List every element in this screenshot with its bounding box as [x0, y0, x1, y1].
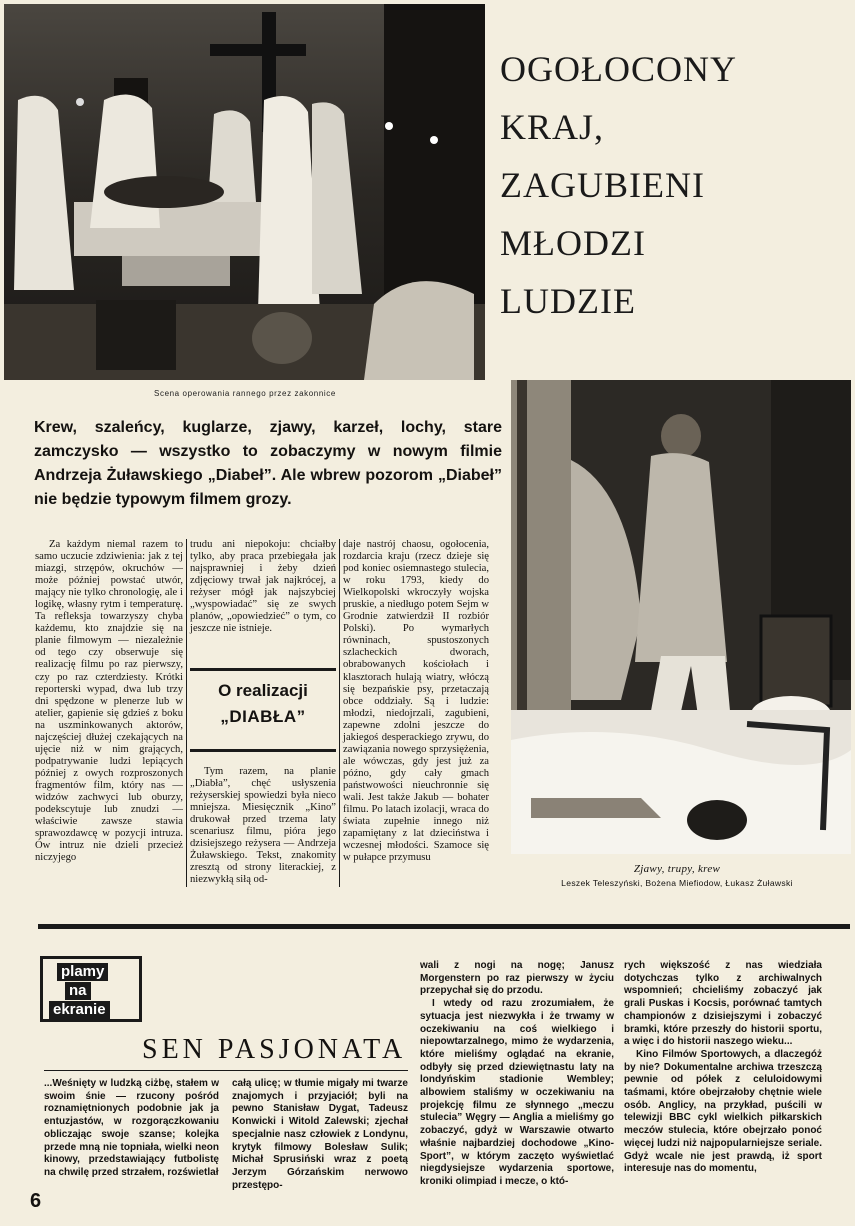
section-heading-line1: O realizacji: [218, 681, 308, 700]
column-text-1: ...Weśnięty w ludzką ciżbę, stałem w swoim śnie — rzucony pośród roznamiętnionych podobnie jak ja entuzjastów, w rozgorączkowaniu obliczając swoje szanse; kolejka przede mną nie topniała, wielki neon kinowy, przedstawiający futbolistę na chwilę przed strzałem, rozświetlał: [44, 1078, 219, 1178]
column-text: daje nastrój chaosu, ogołocenia, rozdarcia kraju (rzecz dzieje się pod koniec osiemnastego stulecia, w roku 1793, kiedy do Wielkopolski wkroczyły wojska pruskie, a niedługo potem Sejm w Grodnie zatwierdził II rozbiór Polski). Po wymarłych równinach, spustoszonych szlacheckich dworach, obrabowanych kościołach i klasztorach hulają wiatry, włóczą się bezpańskie psy, przetaczają obce oddziały. Są i ludzie: młodzi, niedojrzali, zagubieni, zapewne zdolni jeszcze do jakiegoś desperackiego zrywu, do zawiązania nowego sprzysiężenia, ale wówczas, gdy jest już za późno, gdy cały gmach państwowości nieuchronnie się wali. Jest także Jakub — bohater filmu. Po latach izolacji, wraca do świata zupełnie innego niż zapamiętany z lat dzieciństwa i wczesnej młodości. Szamoce się w pułapce przymusu: [343, 539, 489, 864]
logo-word: na: [65, 982, 91, 1000]
article-lead: Krew, szaleńcy, kuglarze, zjawy, karzeł, lochy, stare zamczysko — wszystko to zobaczymy w nowym filmie Andrzeja Żuławskiego „Diabeł”. Ale wbrew pozorom „Diabeł” nie będzie typowym filmem grozy.: [34, 419, 502, 508]
column-paragraph: wali z nogi na nogę; Janusz Morgenstern po raz pierwszy w życiu przepychał się do przodu.: [420, 960, 614, 997]
photo1-caption: Scena operowania rannego przez zakonnice: [154, 389, 336, 398]
column-paragraph: Kino Filmów Sportowych, a dlaczegóż by nie? Dokumentalne archiwa trzeszczą pewnie od półek z celuloidowymi taśmami, które obejrzałoby chętnie wiele osób. Anglicy, na przykład, puścili w telewizji BBC cykl wielkich piłkarskich meczów stulecia, które obejrzało ponoć więcej ludzi niż najpopularniejsze seriale. Gdyż wcale nie jest prawdą, iż sport interesuje nas do momentu,: [624, 1048, 822, 1175]
column-logo: [40, 956, 142, 1022]
photo-zjawy-trupy-krew: [511, 380, 851, 854]
title-underline: [44, 1070, 408, 1071]
photo2-caption-names: Leszek Teleszyński, Bożena Miefiodow, Łukasz Żuławski: [561, 878, 793, 888]
article-title: [500, 40, 850, 330]
section-separator: [38, 924, 850, 929]
column-text: Tym razem, na planie „Diabła”, chęć usłyszenia reżyserskiej spowiedzi była nieco mniejsza. Miesięcznik „Kino” drukował przed trzema laty scenariusz filmu, pióra jego dzisiejszego reżysera — Andrzeja Żuławskiego. Tekst, znakomity zresztą od strony literackiej, z niezwykłą siłą od-: [190, 766, 336, 886]
section-heading-line2: „DIABŁA”: [220, 707, 306, 726]
title-line: OGOŁOCONY: [500, 49, 737, 89]
title-line: KRAJ,: [500, 107, 605, 147]
article-column-3: [343, 539, 489, 864]
column-text-4: [624, 960, 822, 1176]
column-title: SEN PASJONATA: [142, 1034, 407, 1065]
title-line: MŁODZI: [500, 223, 646, 263]
column-text: Za każdym niemal razem to samo uczucie zdziwienia: jak z tej miazgi, strzępów, okruchów — może później powstać utwór, mający nie tylko chronologię, ale i logikę, własny rytm i temperaturę. Ta refleksja towarzyszy chyba każdemu, kto znajdzie się na planie filmowym — niezależnie od tego czy obserwuje się realizację filmu po raz pierwszy, czy po raz czterdziesty. Krótki reporterski wypad, dwa lub trzy dni spędzone w plenerze lub w atelier, gapienie się gdzieś z boku na uszminkowanych aktorów, najczęściej dłużej czekających na ujęcie niż w nim grających, podpatrywanie ludzi lepiących później z owych rozproszonych fragmentów film, który nas — widzów zachwyci lub oburzy, podekscytuje lub znudzi — właściwie zawsze stawia sprawozdawcę w pozycji intruza. Ów intruz nie dzieli przecież niczyjego: [35, 539, 183, 864]
article-column-1: [35, 539, 183, 864]
column-paragraph: I wtedy od razu zrozumiałem, że sytuacja jest niezwykła i że trwamy w oczekiwaniu na coś wielkiego i niepowtarzalnego, mimo że wydarzenia, które mieliśmy oglądać na ekranie, odbyły się przed dziewiętnastu laty na londyńskim stadionie Wembley; albowiem staliśmy w oczekiwaniu na projekcję filmu ze słynnego „meczu stulecia” Węgry — Anglia a mieliśmy go zobaczyć, gdyż w Warszawie otwarto właśnie najbardziej dochodowe „Kino-Sport”, w którym zaczęto wyświetlać niegdysiejsze wydarzenia sportowe, kroniki olimpiad i mecze, o któ-: [420, 998, 614, 1187]
column-text: trudu ani niepokoju: chciałby tylko, aby praca przebiegała jak najsprawniej i żeby dzień zdjęciowy trwał jak najkrócej, a reżyser mógł jak najszybciej „wyspowiadać” się ze swych planów, „opowiedzieć” o tym, co jeszcze nie istnieje.: [190, 539, 336, 635]
page-number: 6: [30, 1190, 42, 1212]
photo2-caption-italic: Zjawy, trupy, krew: [633, 863, 721, 875]
photo-nuns-operating: [4, 4, 485, 380]
section-heading-box: [190, 668, 336, 752]
column-paragraph: rych większość z nas wiedziała dotychczas tylko z archiwalnych wspomnień; chcieliśmy zobaczyć jak grali Puskas i Kocsis, porównać tamtych championów z dzisiejszymi i zobaczyć bramki, które przeszły do historii sportu, a więc i do historii naszego wieku...: [624, 960, 822, 1048]
photo2-caption: [512, 862, 842, 890]
title-line: LUDZIE: [500, 281, 636, 321]
title-line: ZAGUBIENI: [500, 165, 705, 205]
article-column-2a: [190, 539, 336, 635]
logo-word: ekranie: [49, 1001, 110, 1019]
logo-word: plamy: [57, 963, 108, 981]
column-text-3: [420, 960, 614, 1189]
article-column-2b: [190, 766, 336, 886]
column-divider: [339, 539, 340, 887]
column-divider: [186, 539, 187, 887]
column-text-2: całą ulicę; w tłumie migały mi twarze znajomych i przyjaciół; byli na pewno Stanisław Dygat, Tadeusz Konwicki i Witold Zalewski; zjechał specjalnie nasz człowiek z Londynu, krytyk filmowy Bolesław Sulik; Michał Sprusiński wraz z poetą Jerzym Górzańskim nerwowo przestępo-: [232, 1078, 408, 1191]
